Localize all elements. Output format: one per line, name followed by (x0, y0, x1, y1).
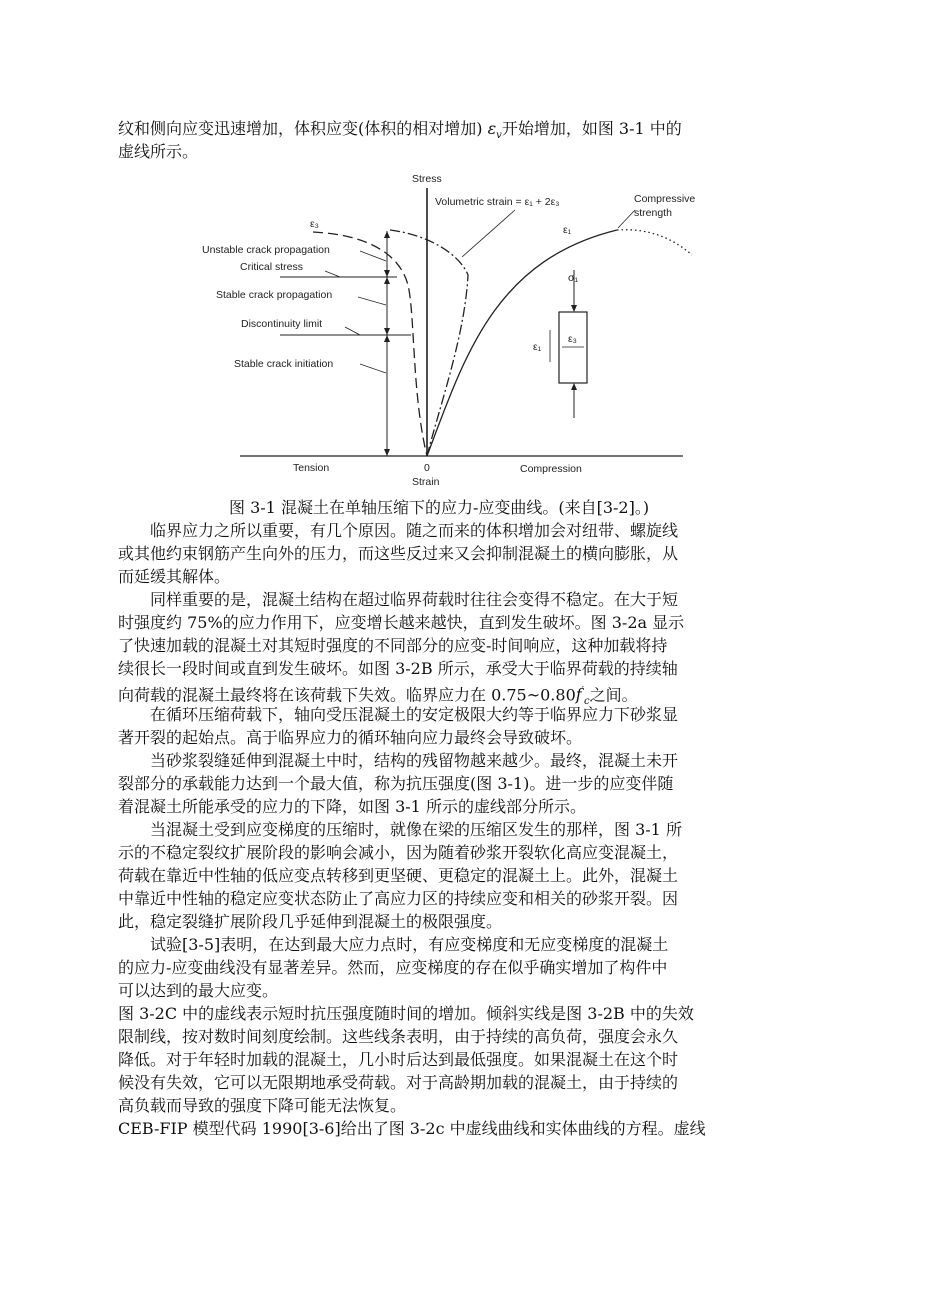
eps1-label: ε₁ (563, 224, 572, 236)
text-segment: 着混凝土所能承受的应力的下降，如图 3-1 所示的虚线部分所示。 (118, 797, 586, 816)
eps3-dashed-curve (313, 232, 427, 456)
text-segment: 时强度约 75%的应力作用下，应变增长越来越快，直到发生破坏。图 3-2a 显示 (118, 613, 685, 632)
text-line (118, 565, 808, 588)
math-base: ε (487, 119, 497, 138)
text-line (118, 703, 808, 726)
text-segment: 高负载而导致的强度下降可能无法恢复。 (118, 1096, 407, 1115)
compressive-strength-label: Compressive (634, 193, 696, 205)
text-line (118, 1025, 808, 1048)
text-line (118, 726, 808, 749)
text-segment: 而延缓其解体。 (118, 567, 231, 586)
stable-propagation-label: Stable crack propagation (216, 289, 333, 301)
text-segment: 中靠近中性轴的稳定应变状态防止了高应力区的持续应变和相关的砂浆开裂。因 (118, 889, 679, 908)
text-segment: 或其他约束钢筋产生向外的压力，而这些反过来又会抑制混凝土的横向膨胀，从 (118, 544, 679, 563)
text-segment: 著开裂的起始点。高于临界应力的循环轴向应力最终会导致破坏。 (118, 728, 583, 747)
text-segment: 可以达到的最大应变。 (118, 981, 279, 1000)
volumetric-strain-label: Volumetric strain = ε₁ + 2ε₃ (435, 196, 560, 208)
compressive-strength-label-2: strength (634, 207, 672, 219)
text-segment: 裂部分的承载能力达到一个最大值，称为抗压强度(图 3-1)。进一步的应变伴随 (118, 774, 674, 793)
text-line (118, 933, 808, 956)
intro-paragraph (118, 117, 808, 163)
text-line (118, 680, 808, 708)
text-line (118, 1002, 808, 1025)
text-line (118, 634, 808, 657)
text-segment: 续很长一段时间或直到发生破坏。如图 3-2B 所示，承受大于临界荷载的持续轴 (118, 659, 678, 678)
text-segment: 降低。对于年轻时加载的混凝土，几小时后达到最低强度。如果混凝土在这个时 (118, 1050, 679, 1069)
text-line (118, 1094, 808, 1117)
text-line (118, 117, 808, 140)
text-segment: 此，稳定裂缝扩展阶段几乎延伸到混凝土的极限强度。 (118, 912, 503, 931)
text-segment: 限制线，按对数时间刻度绘制。这些线条表明，由于持续的高负荷，强度会永久 (118, 1027, 679, 1046)
math-symbol (575, 685, 590, 708)
critical-stress-label: Critical stress (240, 261, 304, 273)
eps1-curve (427, 230, 617, 456)
text-segment: 当砂浆裂缝延伸到混凝土中时，结构的残留物越来越少。最终，混凝土未开 (150, 751, 679, 770)
text-line (118, 818, 808, 841)
text-segment: 当混凝土受到应变梯度的压缩时，就像在梁的压缩区发生的那样，图 3-1 所 (150, 820, 682, 839)
math-subscript: c (583, 696, 590, 708)
text-line (118, 1117, 808, 1140)
text-segment: 同样重要的是，混凝土结构在超过临界荷载时往往会变得不稳定。在大于短 (150, 590, 679, 609)
strain-label: Strain (412, 476, 440, 488)
text-line (118, 588, 808, 611)
text-line (118, 910, 808, 933)
body-text (118, 496, 808, 1140)
text-segment: 开始增加，如图 3-1 中的 (501, 119, 682, 138)
text-segment: 示的不稳定裂纹扩展阶段的影响会减小，因为随着砂浆开裂软化高应变混凝土， (118, 843, 679, 862)
math-subscript: v (496, 130, 502, 142)
stress-strain-figure (190, 165, 750, 495)
text-segment: 了快速加载的混凝土对其短时强度的不同部分的应变-时间响应，这种加载将持 (118, 636, 668, 655)
text-segment: 荷载在靠近中性轴的低应变点转移到更坚硬、更稳定的混凝土上。此外，混凝土 (118, 866, 679, 885)
text-line (118, 611, 808, 634)
post-peak-dotted-curve (617, 230, 692, 255)
math-base: f (575, 685, 582, 705)
text-segment: 临界应力之所以重要，有几个原因。随之而来的体积增加会对纽带、螺旋线 (150, 521, 679, 540)
text-segment: 的应力-应变曲线没有显著差异。然而，应变梯度的存在似乎确实增加了构件中 (118, 958, 668, 977)
text-line (118, 140, 808, 163)
unstable-crack-label: Unstable crack propagation (202, 244, 330, 256)
text-line (118, 749, 808, 772)
volumetric-dashdot-curve (390, 230, 468, 456)
crack-initiation-label: Stable crack initiation (234, 358, 334, 370)
text-line (118, 1048, 808, 1071)
text-line (118, 1071, 808, 1094)
text-line (118, 772, 808, 795)
text-segment: CEB-FIP 模型代码 1990[3-6]给出了图 3-2c 中虚线曲线和实体曲线的方程。虚线 (118, 1119, 706, 1138)
discontinuity-limit-label: Discontinuity limit (241, 318, 323, 330)
origin-label: 0 (424, 462, 430, 474)
math-symbol (487, 119, 502, 142)
specimen-eps3-label: ε₃ (568, 333, 577, 345)
text-line (118, 841, 808, 864)
text-segment: 虚线所示。 (118, 142, 199, 161)
text-segment: 在循环压缩荷载下，轴向受压混凝土的安定极限大约等于临界应力下砂浆显 (150, 705, 679, 724)
specimen-eps1-label: ε₁ (533, 341, 542, 353)
text-line (118, 956, 808, 979)
text-line (118, 795, 808, 818)
text-segment: 图 3-1 混凝土在单轴压缩下的应力-应变曲线。(来自[3-2]。) (229, 498, 650, 517)
text-line (118, 979, 808, 1002)
text-line (118, 887, 808, 910)
text-segment: 纹和侧向应变迅速增加，体积应变(体积的相对增加) (118, 119, 488, 138)
text-segment: 候没有失效，它可以无限期地承受荷载。对于高龄期加载的混凝土，由于持续的 (118, 1073, 679, 1092)
text-line (118, 542, 808, 565)
figure-caption (118, 496, 808, 519)
text-segment: 向荷载的混凝土最终将在该荷载下失效。临界应力在 0.75~0.80 (118, 685, 576, 705)
text-segment: 之间。 (589, 685, 638, 705)
text-line (118, 657, 808, 680)
text-segment: 图 3-2C 中的虚线表示短时抗压强度随时间的增加。倾斜实线是图 3-2B 中的失效 (118, 1004, 694, 1023)
compression-label: Compression (520, 463, 582, 475)
sigma1-label: σ₁ (568, 272, 579, 284)
math-superscript: ′ (581, 686, 584, 697)
eps3-label: ε₃ (310, 218, 319, 230)
text-segment: 试验[3-5]表明，在达到最大应力点时，有应变梯度和无应变梯度的混凝土 (150, 935, 669, 954)
specimen-box (559, 312, 587, 383)
tension-label: Tension (293, 462, 330, 474)
stress-label: Stress (412, 173, 442, 185)
text-line (118, 864, 808, 887)
text-line (118, 519, 808, 542)
